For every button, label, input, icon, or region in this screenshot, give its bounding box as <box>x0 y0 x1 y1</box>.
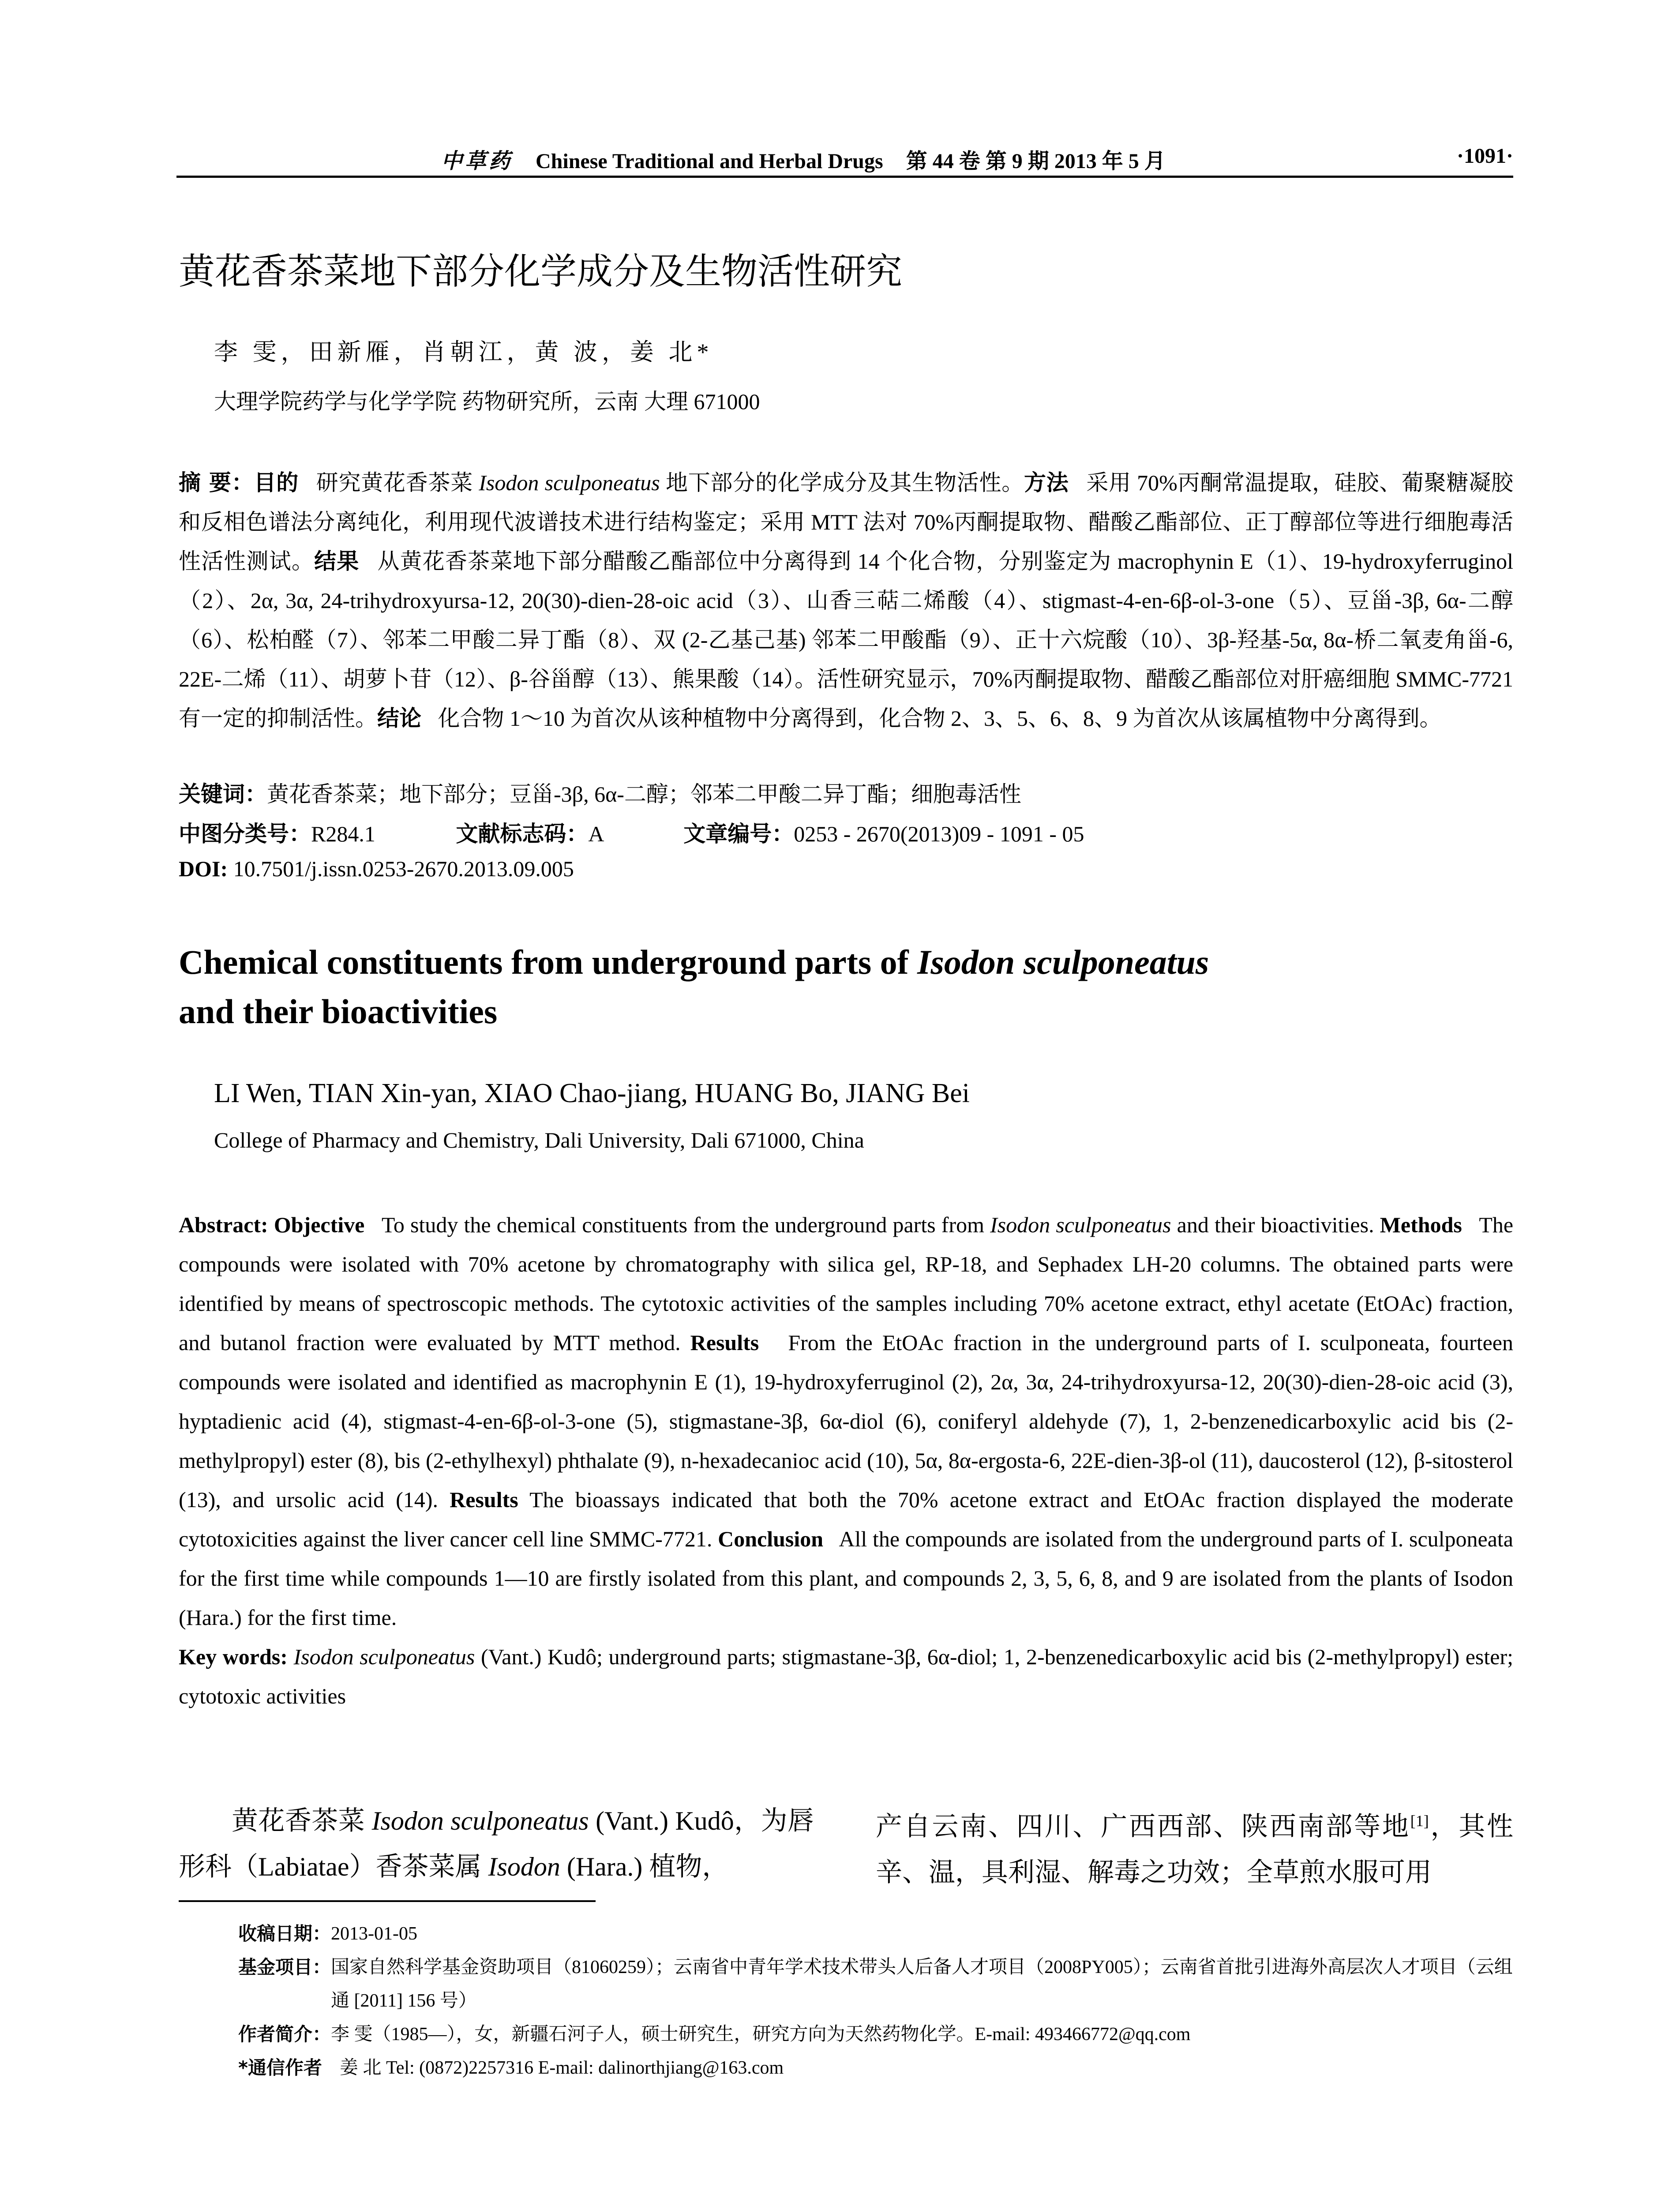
footnote-label: *通信作者 <box>238 2057 322 2078</box>
keywords-cn <box>179 777 1021 808</box>
footnote-text: 李 雯（1985—），女，新疆石河子人，硕士研究生，研究方向为天然药物化学。E-mail: 493466772@qq.com <box>331 2024 1191 2045</box>
doc-code-label: 文献标志码： <box>456 821 589 847</box>
methods-en-label: Methods <box>1380 1212 1462 1237</box>
methods-cn-text: 采用 70%丙酮常温提取，硅胶、葡聚糖凝胶和反相色谱法分离纯化，利用现代波谱技术进行结构鉴定；采用 MTT 法对 70%丙酮提取物、醋酸乙酯部位、正丁醇部位等进行细胞毒活性活性测试。 <box>179 470 1514 574</box>
header-rule <box>176 176 1513 178</box>
body-left-species: Isodon sculponeatus <box>371 1806 589 1835</box>
clc-label: 中图分类号： <box>179 821 311 847</box>
footnote-label: 收稿日期： <box>238 1923 331 1944</box>
keywords-en-label: Key words: <box>179 1644 288 1669</box>
title-en-part1: Chemical constituents from underground parts of <box>179 943 909 981</box>
keywords-cn-label: 关键词： <box>179 781 267 807</box>
abstract-cn-label: 摘 要： <box>179 470 254 495</box>
keywords-en-text: (Vant.) Kudô; underground parts; stigmastane-3β, 6α-diol; 1, 2-benzenedicarboxylic acid bis (2-methylpropyl) ester; cytotoxic activities <box>179 1644 1514 1708</box>
footnote-text: 2013-01-05 <box>331 1924 417 1944</box>
journal-info <box>441 144 1166 174</box>
doi-label: DOI: <box>179 856 228 881</box>
abstract-en-label: Abstract: <box>179 1212 268 1237</box>
page-number: ·1091· <box>1456 144 1513 168</box>
objective-cn-text-2: 地下部分的化学成分及其生物活性。 <box>665 470 1024 495</box>
objective-en-text: To study the chemical constituents from the underground parts from <box>381 1212 985 1237</box>
methods-cn-label: 方法 <box>1024 470 1069 495</box>
affiliation-en: College of Pharmacy and Chemistry, Dali University, Dali 671000, China <box>214 1128 864 1152</box>
body-right-text-2: ，其性辛、温，具利湿、解毒之功效；全草煎水服可用 <box>876 1812 1514 1887</box>
authors-en: LI Wen, TIAN Xin-yan, XIAO Chao-jiang, HUANG Bo, JIANG Bei <box>214 1078 970 1108</box>
title-cn: 黄花香茶菜地下部分化学成分及生物活性研究 <box>179 251 903 293</box>
title-en <box>179 938 1513 1036</box>
doi-line <box>179 856 574 882</box>
keywords-en-species: Isodon sculponeatus <box>293 1644 475 1669</box>
citation-ref[interactable]: [1] <box>1410 1812 1429 1830</box>
title-en-species: Isodon sculponeatus <box>917 943 1209 981</box>
objective-en-text-2: and their bioactivities. <box>1177 1212 1374 1237</box>
objective-cn-species: Isodon sculponeatus <box>479 470 660 495</box>
journal-name-en: Chinese Traditional and Herbal Drugs <box>536 150 883 173</box>
keywords-en <box>179 1637 1513 1716</box>
results-en-text: From the EtOAc fraction in the underground parts of I. sculponeata, fourteen compounds were isolated and identified as macrophynin E (1), 19-hydroxyferruginol (2), 2α, 3α, 24-trihydroxyursa-12, 20(30)-dien-28-oic acid (3), hyptadienic acid (4), stigmast-4-en-6β-ol-3-one (5), stigmastane-3β, 6α-diol (6), coniferyl aldehyde (7), 1, 2-benzenedicarboxylic acid bis (2-methylpropyl) ester (8), bis (2-ethylhexyl) phthalate (9), n-hexadecanioc acid (10), 5α, 8α-ergosta-6, 22E-dien-3β-ol (11), daucosterol (12), β-sitosterol (13), and ursolic acid (14). <box>179 1330 1514 1512</box>
footnote-label: 作者简介： <box>238 2023 331 2045</box>
objective-cn-text: 研究黄花香茶菜 <box>316 470 473 495</box>
doi-value[interactable]: 10.7501/j.issn.0253-2670.2013.09.005 <box>233 856 574 881</box>
results-en-label: Results <box>690 1330 759 1355</box>
objective-en-label: Objective <box>274 1212 365 1237</box>
body-left-text-1: 黄花香茶菜 <box>232 1806 365 1835</box>
conclusion-en-text: All the compounds are isolated from the underground parts of I. sculponeata for the first time while compounds 1—10 are firstly isolated from this plant, and compounds 2, 3, 5, 6, 8, and 9 are isolated from the plants of Isodon (Hara.) for the first time. <box>179 1527 1514 1630</box>
abstract-en-paragraph <box>179 1205 1513 1637</box>
footnote-text: 姜 北 Tel: (0872)2257316 E-mail: dalinorthjiang@163.com <box>339 2058 784 2078</box>
authors-cn: 李 雯，田新雁，肖朝江，黄 波，姜 北* <box>214 339 713 365</box>
classification-line <box>179 816 1084 848</box>
title-en-part2: and their bioactivities <box>179 992 498 1031</box>
results-cn-text: 从黄花香茶菜地下部分醋酸乙酯部位中分离得到 14 个化合物，分别鉴定为 macrophynin E（1）、19-hydroxyferruginol（2）、2α, 3α, 24-trihydroxyursa-12, 20(30)-dien-28-oic acid（3）、山香三萜二烯酸（4）、stigmast-4-en-6β-ol-3-one（5）、豆甾-3β, 6α-二醇（6）、松柏醛（7）、邻苯二甲酸二异丁酯（8）、双 (2-乙基己基) 邻苯二甲酸酯（9）、正十六烷酸（10）、3β-羟基-5α, 8α-桥二氧麦角甾-6, 22E-二烯（11）、胡萝卜苷（12）、β-谷甾醇（13）、熊果酸（14）。活性研究显示，70%丙酮提取物、醋酸乙酯部位对肝癌细胞 SMMC-7721 有一定的抑制活性。 <box>179 549 1514 731</box>
footnote-corresponding <box>238 2051 1513 2085</box>
footnote-funding <box>238 1951 1513 2018</box>
running-header <box>176 140 1513 171</box>
body-left-text-2: (Vant.) Kudô，为唇形科（Labiatae）香茶菜属 <box>179 1806 814 1881</box>
results-cn-label: 结果 <box>314 548 360 574</box>
footnote-text: 国家自然科学基金资助项目（81060259）；云南省中青年学术技术带头人后备人才项目（2008PY005）；云南省首批引进海外高层次人才项目（云组通 [2011] 156 号） <box>331 1957 1513 2011</box>
conclusion-cn-text: 化合物 1～10 为首次从该种植物中分离得到，化合物 2、3、5、6、8、9 为首次从该属植物中分离得到。 <box>438 706 1442 731</box>
conclusion-en-label: Conclusion <box>718 1527 824 1551</box>
objective-cn-label: 目的 <box>254 470 299 495</box>
abstract-en <box>179 1205 1513 1716</box>
journal-name-cn: 中草药 <box>441 150 513 173</box>
article-number-label: 文章编号： <box>683 821 794 847</box>
keywords-cn-text: 黄花香茶菜；地下部分；豆甾-3β, 6α-二醇；邻苯二甲酸二异丁酯；细胞毒活性 <box>267 782 1021 807</box>
body-left-text-3: (Hara.) 植物， <box>566 1852 729 1881</box>
objective-en-species: Isodon sculponeatus <box>990 1212 1171 1237</box>
results-en-label-2: Results <box>450 1487 518 1512</box>
body-column-left <box>179 1798 814 1890</box>
doc-code-value: A <box>588 822 603 846</box>
footnote-rule <box>179 1900 596 1902</box>
footnote-label: 基金项目： <box>238 1956 331 1978</box>
issue-info: 第 44 卷 第 9 期 2013 年 5 月 <box>906 150 1166 173</box>
methods-en-text: The compounds were isolated with 70% acetone by chromatography with silica gel, RP-18, and Sephadex LH-20 columns. The obtained parts were identified by means of spectroscopic methods. The cytotoxic activities of the samples including 70% acetone extract, ethyl acetate (EtOAc) fraction, and butanol fraction were evaluated by MTT method. <box>179 1212 1514 1355</box>
footnote-author-bio <box>238 2018 1513 2051</box>
body-right-text-1: 产自云南、四川、广西西部、陕西南部等地 <box>876 1812 1410 1841</box>
body-left-genus: Isodon <box>488 1852 560 1881</box>
footnote-received <box>238 1917 1513 1951</box>
affiliation-cn: 大理学院药学与化学学院 药物研究所，云南 大理 671000 <box>214 389 760 414</box>
body-column-right <box>876 1798 1513 1895</box>
article-number-value: 0253 - 2670(2013)09 - 1091 - 05 <box>794 822 1084 846</box>
footnotes <box>238 1917 1513 2085</box>
conclusion-cn-label: 结论 <box>377 705 421 731</box>
clc-value: R284.1 <box>311 822 375 846</box>
results-en-text-2: The bioassays indicated that both the 70% acetone extract and EtOAc fraction displayed the moderate cytotoxicities against the liver cancer cell line SMMC-7721. <box>179 1487 1514 1551</box>
abstract-cn <box>179 463 1513 738</box>
